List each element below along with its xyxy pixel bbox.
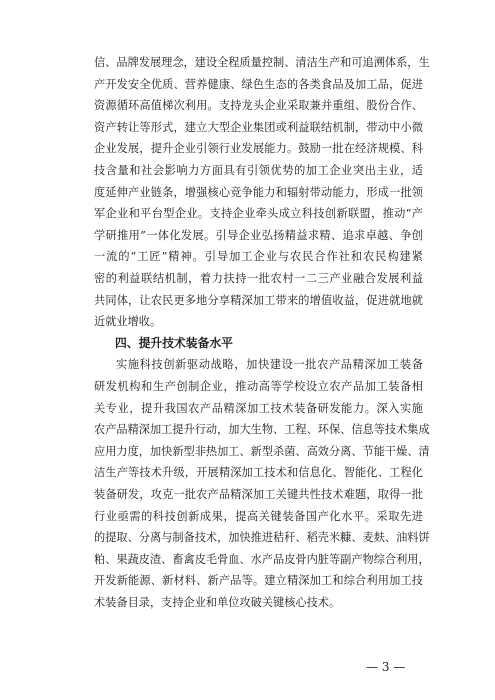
text-line: 资产转让等形式，建立大型企业集团或利益联结机制，带动中小微 — [94, 120, 423, 134]
text-line: 近就业增收。 — [94, 315, 162, 329]
text-line: 密的利益联结机制，着力扶持一批农村一二三产业融合发展利益 — [94, 272, 423, 285]
text-line: 术装备目录，支持企业和单位攻破关键核心技术。 — [94, 596, 341, 609]
text-line: 实施科技创新驱动战略，加快建设一批农产品精深加工装备 — [116, 358, 423, 372]
text-line: 装备研发，攻克一批农产品精深加工关键共性技术难题，取得一批 — [94, 488, 423, 501]
section-heading: 四、提升技术装备水平 — [115, 335, 233, 350]
text-line: 一流的“工匠”精神。引导加工企业与农民合作社和农民构建紧 — [94, 250, 423, 264]
text-line: 度延伸产业链条，增强核心竞争能力和辐射带动能力，形成一批领 — [94, 185, 423, 199]
text-line: 研发机构和生产创制企业，推动高等学校设立农产品加工装备相 — [94, 380, 423, 393]
text-line: 行业亟需的科技创新成果，提高关键装备国产化水平。采取先进 — [94, 509, 423, 523]
text-line: 信、品牌发展理念，建设全程质量控制、清洁生产和可追溯体系，生 — [94, 56, 430, 69]
text-line: 共同体，让农民更多地分享精深加工带来的增值收益，促进就地就 — [94, 293, 423, 307]
text-line: 军企业和平台型企业。支持企业牵头成立科技创新联盟，推动“产 — [94, 207, 423, 221]
text-line: 技含量和社会影响力方面具有引领优势的加工企业突出主业，适 — [94, 164, 423, 177]
text-line: 的提取、分离与制备技术，加快推进秸秆、稻壳米糠、麦麸、油料饼 — [94, 531, 430, 545]
text-line: 洁生产等技术升级，开展精深加工技术和信息化、智能化、工程化 — [94, 466, 423, 480]
text-line: 农产品精深加工提升行动，加大生物、工程、环保、信息等技术集成 — [94, 423, 430, 437]
text-line: 资源循环高值梯次利用。支持龙头企业采取兼并重组、股份合作、 — [94, 99, 423, 113]
text-line: 粕、果蔬皮渣、畜禽皮毛骨血、水产品皮骨内脏等副产物综合利用， — [94, 552, 430, 566]
text-line: 应用力度，加快新型非热加工、新型杀菌、高效分离、节能干燥、清 — [94, 444, 430, 458]
text-line: 开发新能源、新材料、新产品等。建立精深加工和综合利用加工技 — [94, 574, 423, 588]
text-line: 产开发安全优质、营养健康、绿色生态的各类食品及加工品，促进 — [94, 77, 423, 91]
text-line: 企业发展，提升企业引领行业发展能力。鼓励一批在经济规模、科 — [94, 142, 423, 156]
text-line: 关专业，提升我国农产品精深加工技术装备研发能力。深入实施 — [94, 401, 423, 415]
text-line: 学研推用”一体化发展。引导企业弘扬精益求精、追求卓越、争创 — [94, 228, 423, 242]
page-number: — 3 — — [366, 660, 406, 674]
